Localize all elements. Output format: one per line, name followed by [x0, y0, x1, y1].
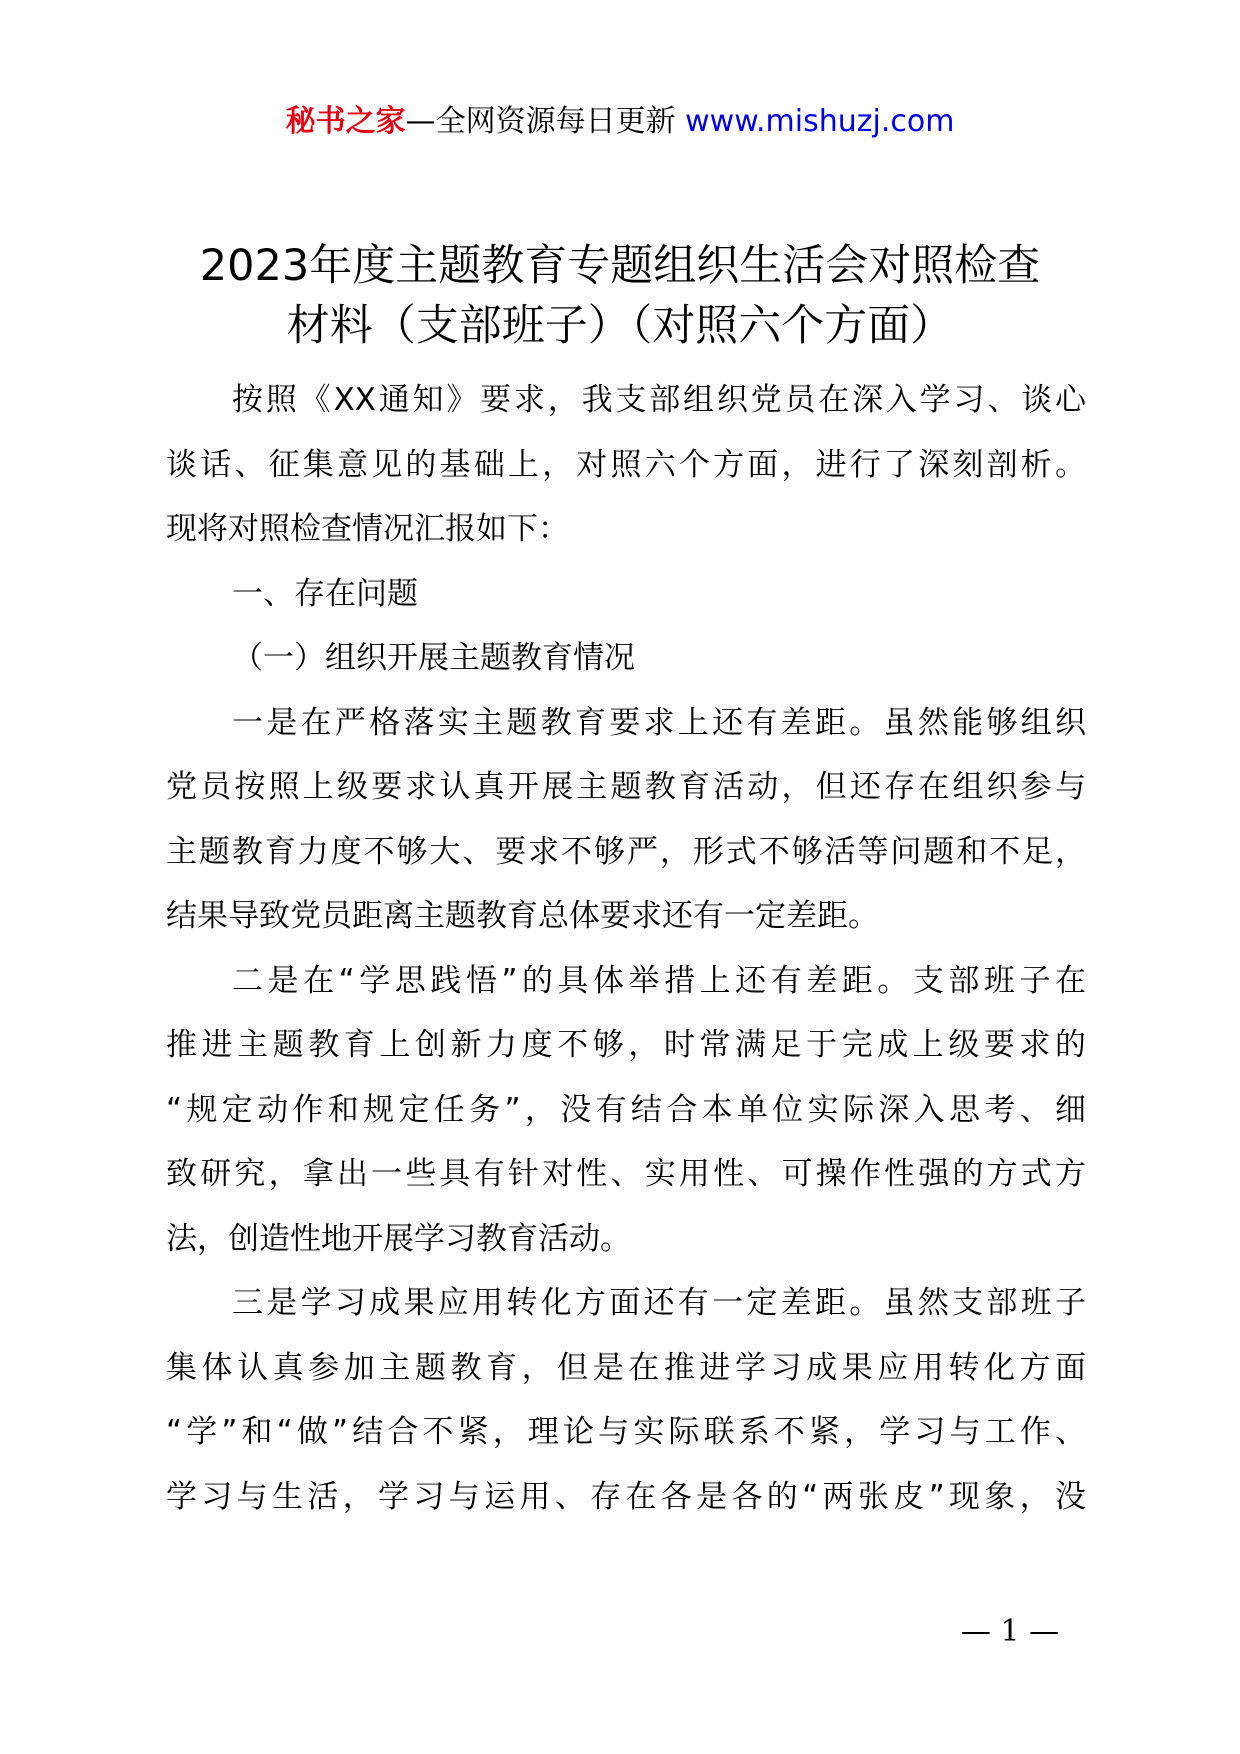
site-brand: 秘书之家	[285, 104, 406, 139]
site-slogan: —全网资源每日更新	[405, 104, 676, 139]
site-header	[0, 100, 1240, 144]
body-line: 学习与生活，学习与运用、存在各是各的“两张皮”现象，没	[166, 1478, 1086, 1515]
body-line: 法，创造性地开展学习教育活动。	[166, 1220, 631, 1257]
body-line: 二是在“学思践悟”的具体举措上还有差距。支部班子在	[232, 962, 1086, 999]
document-title	[150, 236, 1090, 356]
body-line: 一是在严格落实主题教育要求上还有差距。虽然能够组织	[232, 704, 1086, 741]
section-heading: 一、存在问题	[232, 575, 418, 612]
body-line: 现将对照检查情况汇报如下：	[166, 511, 569, 547]
body-line: 推进主题教育上创新力度不够，时常满足于完成上级要求的	[166, 1027, 1086, 1063]
site-url-link[interactable]: www.mishuzj.com	[685, 104, 955, 139]
body-line: “学”和“做”结合不紧，理论与实际联系不紧，学习与工作、	[166, 1414, 1086, 1450]
body-line: 三是学习成果应用转化方面还有一定差距。虽然支部班子	[232, 1285, 1086, 1321]
body-line: 主题教育力度不够大、要求不够严，形式不够活等问题和不足，	[166, 833, 1086, 870]
title-line-1: 2023年度主题教育专题组织生活会对照检查	[199, 241, 1041, 291]
body-line: 谈话、征集意见的基础上，对照六个方面，进行了深刻剖析。	[166, 446, 1086, 483]
body-line: 结果导致党员距离主题教育总体要求还有一定差距。	[166, 898, 879, 934]
body-line: 党员按照上级要求认真开展主题教育活动，但还存在组织参与	[166, 769, 1086, 805]
body-line: 致研究，拿出一些具有针对性、实用性、可操作性强的方式方	[166, 1156, 1086, 1192]
subsection-heading: （一）组织开展主题教育情况	[232, 640, 635, 676]
page-number: — 1 —	[960, 1614, 1060, 1649]
body-line: 集体认真参加主题教育，但是在推进学习成果应用转化方面	[166, 1349, 1086, 1386]
title-line-2: 材料（支部班子）（对照六个方面）	[286, 301, 954, 351]
body-line: “规定动作和规定任务”，没有结合本单位实际深入思考、细	[166, 1091, 1086, 1128]
body-line: 按照《XX通知》要求，我支部组织党员在深入学习、谈心	[232, 382, 1086, 418]
document-body	[166, 368, 1086, 1529]
